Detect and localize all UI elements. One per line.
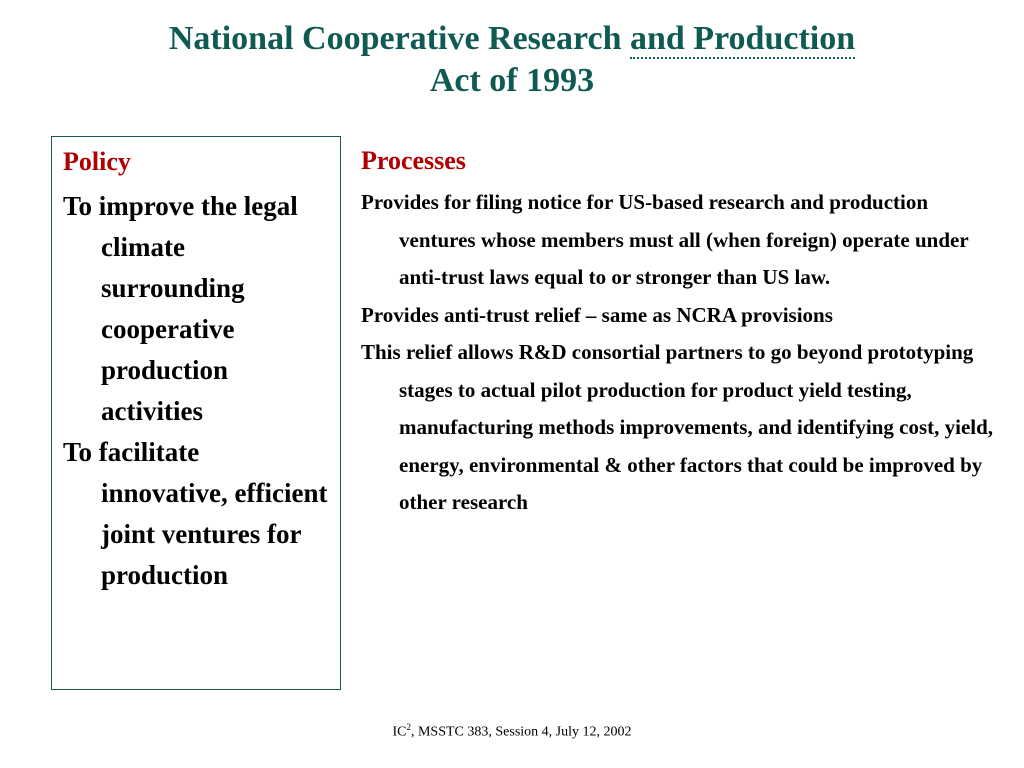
- title-line-2: Act of 1993: [429, 62, 595, 99]
- footer-superscript: 2: [406, 722, 411, 732]
- process-item: Provides for filing notice for US-based research and production ventures whose members must all (when foreign) operate under anti-trust laws equal to or stronger than US law.: [361, 190, 969, 289]
- policy-item: To improve the legal climate surrounding cooperative production activities: [63, 191, 298, 426]
- title-line-1: [0, 18, 1024, 60]
- title-part-1: National Cooperative Research: [168, 20, 630, 57]
- processes-section: [361, 146, 1001, 522]
- slide-title: [0, 18, 1024, 102]
- footer-prefix: IC: [392, 724, 407, 740]
- policy-box: [51, 136, 341, 690]
- process-item: Provides anti-trust relief – same as NCRA provisions: [361, 302, 833, 327]
- slide-footer: [0, 722, 1024, 741]
- processes-heading: Processes: [361, 146, 466, 175]
- policy-heading: Policy: [63, 147, 131, 176]
- process-item: This relief allows R&D consortial partners to go beyond prototyping stages to actual pilot production for product yield testing, manufacturing methods improvements, and identifying cost, yield, energy, environmental & other factors that could be improved by other research: [361, 340, 994, 514]
- policy-item: To facilitate innovative, efficient joint ventures for production: [63, 437, 328, 590]
- footer-text: , MSSTC 383, Session 4, July 12, 2002: [410, 724, 632, 740]
- title-part-2-underlined: and Production: [629, 20, 856, 57]
